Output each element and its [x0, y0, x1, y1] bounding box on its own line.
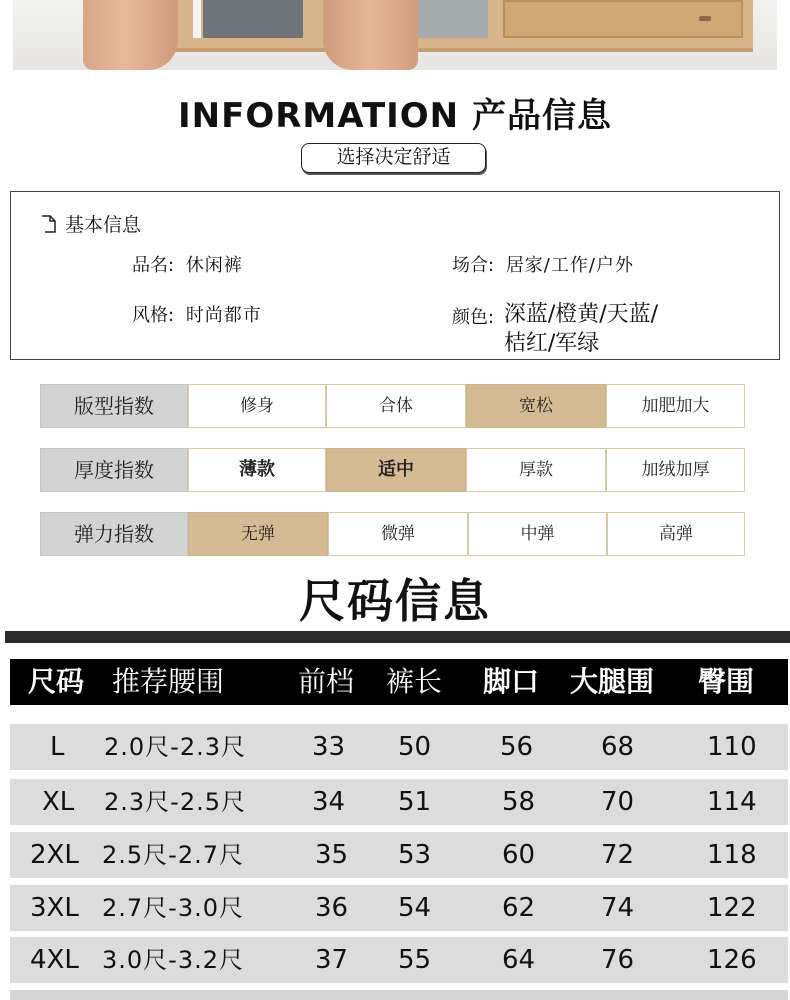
rise-cell: 36 [315, 893, 349, 923]
column-header: 裤长 [386, 665, 443, 698]
elasticity-index-label: 弹力指数 [40, 512, 188, 556]
length-cell: 51 [398, 787, 432, 817]
name-value: 休闲裤 [185, 255, 243, 276]
thickness-option-selected: 适中 [326, 448, 466, 492]
style-label: 风格: [132, 305, 175, 326]
column-header: 尺码 [28, 665, 85, 698]
size-section-title: 尺码信息 [299, 574, 491, 628]
waist-cell: 2.3尺-2.5尺 [104, 788, 246, 816]
table-row [10, 832, 788, 878]
thigh-cell: 74 [601, 893, 635, 923]
occasion-value: 居家/工作/户外 [505, 255, 634, 276]
thickness-index-row [40, 448, 745, 492]
basic-info-box [10, 191, 780, 360]
size-cell: 2XL [30, 840, 79, 870]
rise-cell: 35 [315, 840, 349, 870]
fit-index-label: 版型指数 [40, 384, 188, 428]
hem-cell: 62 [502, 893, 536, 923]
thigh-cell: 68 [601, 732, 635, 762]
document-icon [41, 215, 57, 233]
rise-cell: 34 [312, 787, 346, 817]
size-cell: XL [42, 787, 75, 817]
hem-cell: 58 [502, 787, 536, 817]
length-cell: 54 [398, 893, 432, 923]
elasticity-option: 中弹 [468, 512, 607, 556]
basic-info-heading [41, 210, 141, 237]
hem-cell: 64 [502, 945, 536, 975]
fit-index-row [40, 384, 745, 428]
hip-cell: 118 [707, 840, 757, 870]
elasticity-option: 高弹 [607, 512, 745, 556]
table-row [10, 885, 788, 931]
hip-cell: 126 [707, 945, 757, 975]
table-row [10, 779, 788, 825]
occasion-field [452, 251, 634, 277]
style-value: 时尚都市 [185, 305, 262, 326]
table-row-partial [10, 990, 788, 1000]
size-cell: 4XL [30, 945, 79, 975]
style-field [132, 301, 262, 327]
color-field [452, 300, 658, 358]
elasticity-index-row [40, 512, 745, 556]
table-row [10, 724, 788, 770]
thigh-cell: 76 [601, 945, 635, 975]
thickness-option: 厚款 [466, 448, 606, 492]
column-header: 大腿围 [570, 665, 655, 698]
thickness-option: 薄款 [188, 448, 326, 492]
thickness-index-label: 厚度指数 [40, 448, 188, 492]
name-field [132, 251, 243, 277]
rise-cell: 33 [312, 732, 346, 762]
fit-option: 修身 [188, 384, 326, 428]
length-cell: 53 [398, 840, 432, 870]
waist-cell: 2.0尺-2.3尺 [104, 733, 246, 761]
column-header: 脚口 [483, 665, 540, 698]
hip-cell: 114 [707, 787, 757, 817]
column-header: 臀围 [698, 665, 755, 698]
column-header: 推荐腰围 [112, 665, 225, 698]
hem-cell: 60 [502, 840, 536, 870]
waist-cell: 3.0尺-3.2尺 [102, 946, 244, 974]
fit-option: 合体 [326, 384, 466, 428]
page-title: INFORMATION 产品信息 [178, 96, 612, 136]
occasion-label: 场合: [452, 255, 495, 276]
color-value-line1: 深蓝/橙黄/天蓝/ [503, 302, 659, 327]
size-cell: 3XL [30, 893, 79, 923]
thigh-cell: 72 [601, 840, 635, 870]
waist-cell: 2.5尺-2.7尺 [102, 841, 244, 869]
length-cell: 55 [398, 945, 432, 975]
divider [5, 631, 790, 643]
size-table-header [10, 659, 788, 705]
thigh-cell: 70 [601, 787, 635, 817]
elasticity-option-selected: 无弹 [188, 512, 328, 556]
hip-cell: 110 [707, 732, 757, 762]
column-header: 前档 [298, 665, 355, 698]
basic-info-heading-text: 基本信息 [65, 214, 142, 236]
thickness-option: 加绒加厚 [606, 448, 745, 492]
size-cell: L [50, 732, 65, 762]
hip-cell: 122 [707, 893, 757, 923]
fit-option-selected: 宽松 [466, 384, 606, 428]
subtitle-badge: 选择决定舒适 [301, 143, 486, 173]
color-label: 颜色: [452, 307, 495, 328]
length-cell: 50 [398, 732, 432, 762]
name-label: 品名: [132, 255, 175, 276]
fit-option: 加肥加大 [606, 384, 745, 428]
rise-cell: 37 [315, 945, 349, 975]
hem-cell: 56 [500, 732, 534, 762]
product-photo [13, 0, 777, 70]
elasticity-option: 微弹 [328, 512, 468, 556]
color-value-line2: 桔红/军绿 [503, 331, 600, 356]
table-row [10, 937, 788, 983]
waist-cell: 2.7尺-3.0尺 [102, 894, 244, 922]
